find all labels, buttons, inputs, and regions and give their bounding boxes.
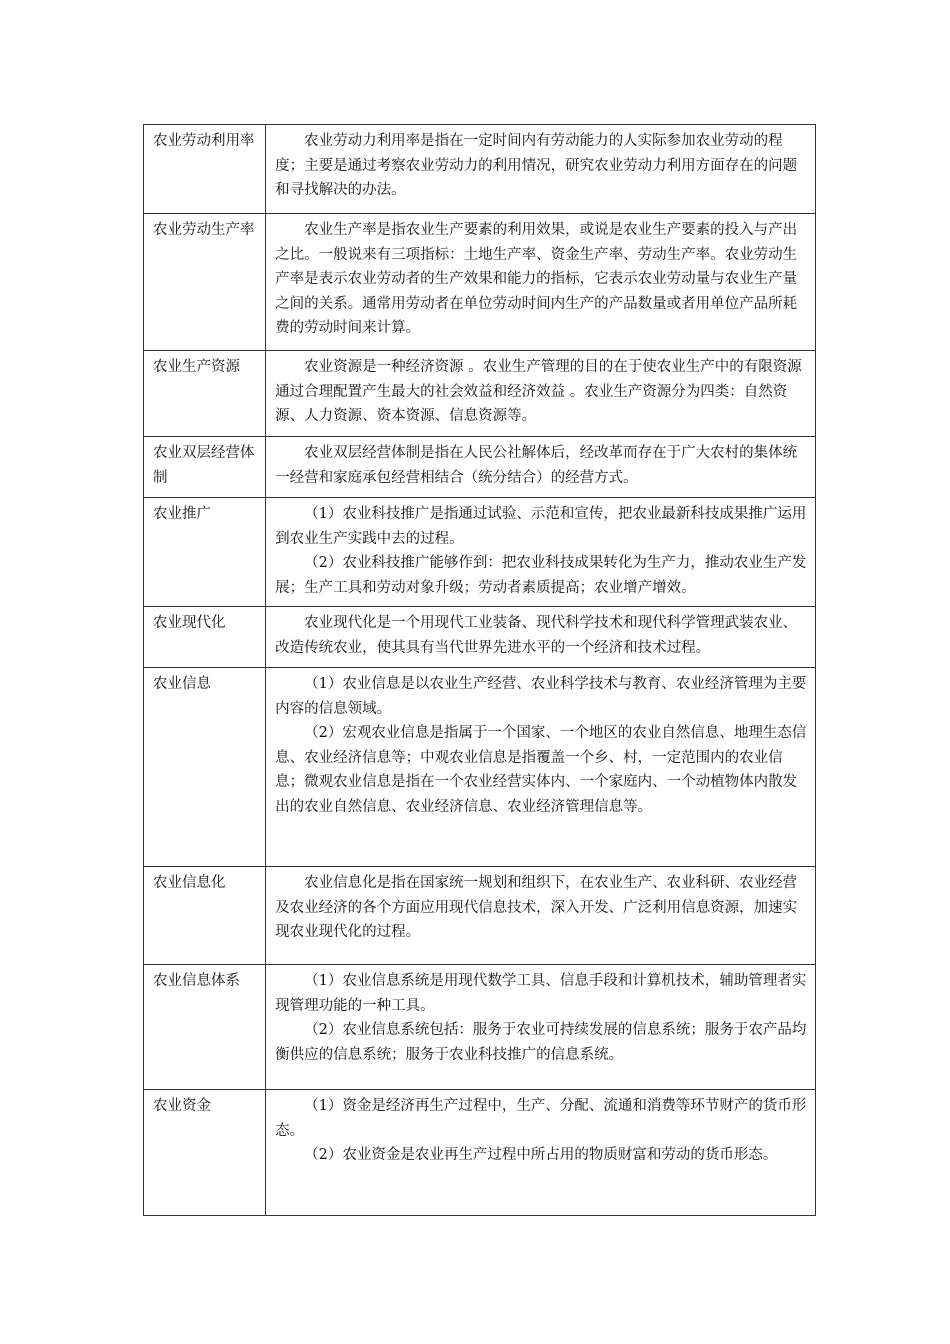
- term-cell: 农业现代化: [144, 607, 266, 668]
- glossary-row: [144, 498, 816, 607]
- definition-cell: [266, 437, 816, 498]
- definition-cell: [266, 668, 816, 867]
- definition-paragraph: （1）资金是经济再生产过程中，生产、分配、流通和消费等环节财产的货币形态。: [275, 1098, 807, 1139]
- glossary-row: [144, 214, 816, 351]
- term-cell: 农业信息: [144, 668, 266, 867]
- definition-paragraph: （1）农业信息系统是用现代数学工具、信息手段和计算机技术，辅助管理者实现管理功能的一种工具。: [275, 973, 807, 1014]
- definition-cell: [266, 351, 816, 437]
- definition-paragraph: 农业生产率是指农业生产要素的利用效果，或说是农业生产要素的投入与产出之比。一般说来有三项指标：土地生产率、资金生产率、劳动生产率。农业劳动生产率是表示农业劳动者的生产效果和能力的指标，它表示农业劳动量与农业生产量之间的关系。通常用劳动者在单位劳动时间内生产的产品数量或者用单位产品所耗费的劳动时间来计算。: [275, 222, 798, 336]
- definition-paragraph: （2）农业资金是农业再生产过程中所占用的物质财富和劳动的货币形态。: [304, 1147, 778, 1163]
- glossary-row: [144, 965, 816, 1090]
- glossary-row: [144, 351, 816, 437]
- term-cell: 农业生产资源: [144, 351, 266, 437]
- definition-paragraph: （2）农业信息系统包括：服务于农业可持续发展的信息系统；服务于农产品均衡供应的信息系统；服务于农业科技推广的信息系统。: [275, 1022, 807, 1063]
- term-cell: 农业推广: [144, 498, 266, 607]
- glossary-row: [144, 668, 816, 867]
- glossary-row: [144, 125, 816, 214]
- glossary-row: [144, 1090, 816, 1216]
- term-cell: 农业劳动生产率: [144, 214, 266, 351]
- definition-cell: [266, 1090, 816, 1216]
- definition-paragraph: 农业现代化是一个用现代工业装备、现代科学技术和现代科学管理武装农业、改造传统农业，使其具有当代世界先进水平的一个经济和技术过程。: [275, 615, 798, 656]
- glossary-row: [144, 867, 816, 965]
- definition-paragraph: （2）农业科技推广能够作到：把农业科技成果转化为生产力，推动农业生产发展；生产工具和劳动对象升级；劳动者素质提高；农业增产增效。: [275, 555, 807, 596]
- term-cell: 农业信息体系: [144, 965, 266, 1090]
- definition-paragraph: （2）宏观农业信息是指属于一个国家、一个地区的农业自然信息、地理生态信息、农业经济信息等；中观农业信息是指覆盖一个乡、村，一定范围内的农业信息；微观农业信息是指在一个农业经营实体内、一个家庭内、一个动植物体内散发出的农业自然信息、农业经济信息、农业经济管理信息等。: [275, 725, 807, 815]
- definition-paragraph: 农业劳动力利用率是指在一定时间内有劳动能力的人实际参加农业劳动的程度；主要是通过考察农业劳动力的利用情况，研究农业劳动力利用方面存在的问题和寻找解决的办法。: [275, 133, 798, 198]
- definition-cell: [266, 607, 816, 668]
- term-cell: 农业资金: [144, 1090, 266, 1216]
- definition-cell: [266, 965, 816, 1090]
- glossary-row: [144, 607, 816, 668]
- definition-paragraph: 农业双层经营体制是指在人民公社解体后，经改革而存在于广大农村的集体统一经营和家庭承包经营相结合（统分结合）的经营方式。: [275, 445, 798, 486]
- definition-paragraph: 农业信息化是指在国家统一规划和组织下，在农业生产、农业科研、农业经营及农业经济的各个方面应用现代信息技术，深入开发、广泛利用信息资源，加速实现农业现代化的过程。: [275, 875, 798, 940]
- definition-paragraph: （1）农业信息是以农业生产经营、农业科学技术与教育、农业经济管理为主要内容的信息领域。: [275, 676, 807, 717]
- definition-paragraph: （1）农业科技推广是指通过试验、示范和宣传，把农业最新科技成果推广运用到农业生产实践中去的过程。: [275, 506, 807, 547]
- term-cell: 农业信息化: [144, 867, 266, 965]
- glossary-row: [144, 437, 816, 498]
- definition-paragraph: 农业资源是一种经济资源 。农业生产管理的目的在于使农业生产中的有限资源通过合理配置产生最大的社会效益和经济效益 。农业生产资源分为四类：自然资源、人力资源、资本资源、信息资源等。: [275, 359, 802, 424]
- term-cell: 农业双层经营体制: [144, 437, 266, 498]
- definition-cell: [266, 214, 816, 351]
- definition-cell: [266, 125, 816, 214]
- definition-cell: [266, 867, 816, 965]
- glossary-table: [143, 124, 816, 1216]
- term-cell: 农业劳动利用率: [144, 125, 266, 214]
- definition-cell: [266, 498, 816, 607]
